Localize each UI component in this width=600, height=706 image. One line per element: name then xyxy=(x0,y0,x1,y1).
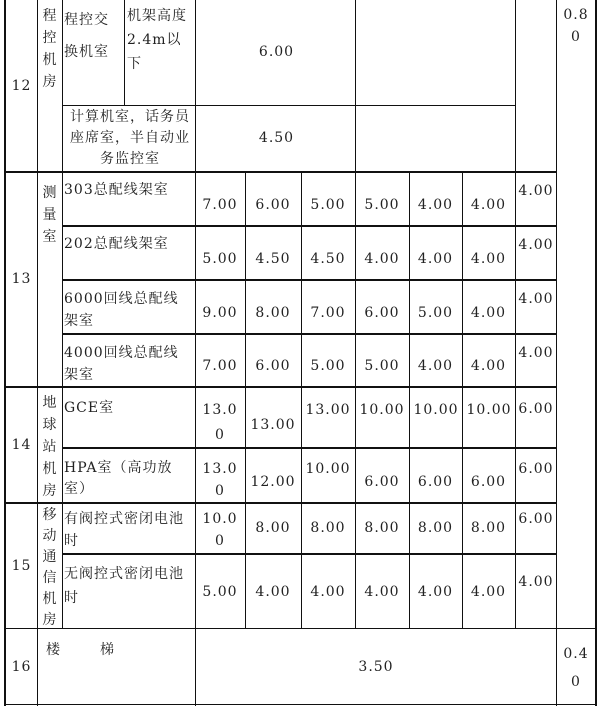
value-cell: 5.00 xyxy=(310,196,346,213)
grid-line xyxy=(515,0,516,629)
value-cell: 7.00 xyxy=(310,304,346,321)
category-cell: 移动通信机房 xyxy=(42,507,58,628)
grid-line xyxy=(4,628,596,629)
value-cell: 13.00 xyxy=(250,416,296,433)
value-cell: 10.00 xyxy=(466,402,512,418)
coefficient-cell: 4.00 xyxy=(518,345,554,361)
row-number: 12 xyxy=(11,77,32,94)
coefficient-cell: 4.00 xyxy=(518,183,554,199)
value-cell: 9.00 xyxy=(202,304,238,321)
value-cell: 3.50 xyxy=(358,659,394,675)
grid-line xyxy=(62,333,557,335)
value-cell: 4.00 xyxy=(417,358,454,374)
grid-line xyxy=(62,225,557,227)
value-cell: 12.00 xyxy=(250,474,296,490)
value-cell: 4.00 xyxy=(364,583,400,600)
value-cell: 8.00 xyxy=(310,519,346,536)
value-cell: 4.50 xyxy=(258,130,295,146)
value-cell: 4.00 xyxy=(417,583,454,600)
coefficient-cell: 6.00 xyxy=(518,401,554,417)
category-cell: 程控机房 xyxy=(42,8,58,90)
item-label: GCE室 xyxy=(64,400,115,416)
value-cell: 4.00 xyxy=(470,250,507,267)
value-cell: 4.00 xyxy=(417,196,454,213)
sub-label: 计算机室，话务员座席室，半自动业务监控室 xyxy=(70,109,190,167)
value-cell: 6.00 xyxy=(255,196,291,213)
value-cell: 8.00 xyxy=(255,519,291,536)
item-label: 303总配线架室 xyxy=(64,182,169,198)
coefficient-cell: 4.00 xyxy=(518,237,554,253)
value-cell: 4.00 xyxy=(310,583,346,600)
value-cell: 5.00 xyxy=(202,250,238,267)
grid-line xyxy=(4,386,557,388)
coefficient-cell: 4.00 xyxy=(518,574,554,590)
value-cell: 4.00 xyxy=(470,196,507,213)
value-cell: 13.00 xyxy=(202,461,238,499)
item-label: 4000回线总配线架室 xyxy=(64,345,179,383)
value-cell: 7.00 xyxy=(202,358,238,374)
value-cell: 4.00 xyxy=(470,583,507,600)
coefficient-cell: 6.00 xyxy=(518,461,554,477)
value-cell: 4.00 xyxy=(417,250,454,267)
coefficient-cell: 0.80 xyxy=(563,7,589,45)
category-cell: 地球站机房 xyxy=(42,395,58,499)
grid-line xyxy=(62,553,557,555)
grid-line xyxy=(4,171,557,173)
value-cell: 4.00 xyxy=(255,583,291,600)
value-cell: 6.00 xyxy=(417,474,454,490)
value-cell: 10.00 xyxy=(305,461,351,477)
value-cell: 5.00 xyxy=(417,304,454,321)
sub-label: 程控交换机室 xyxy=(64,12,109,60)
grid-line xyxy=(595,0,597,706)
value-cell: 4.00 xyxy=(470,304,507,321)
grid-line xyxy=(4,0,6,706)
coefficient-cell: 6.00 xyxy=(518,511,554,527)
grid-line xyxy=(409,172,410,629)
value-cell: 10.00 xyxy=(359,402,405,418)
grid-line xyxy=(4,502,557,504)
grid-line xyxy=(62,105,515,106)
grid-line xyxy=(301,172,302,629)
value-cell: 6.00 xyxy=(255,358,291,374)
value-cell: 5.00 xyxy=(364,196,400,213)
value-cell: 5.00 xyxy=(310,358,346,374)
grid-line xyxy=(4,704,596,705)
condition-label: 机架高度 2.4m以下 xyxy=(127,8,187,72)
value-cell: 8.00 xyxy=(364,519,400,536)
value-cell: 7.00 xyxy=(202,196,238,213)
grid-line xyxy=(462,172,463,629)
category-cell: 楼 梯 xyxy=(46,642,118,658)
row-number: 14 xyxy=(11,436,32,453)
item-label: HPA室（高功放室） xyxy=(64,460,173,497)
value-cell: 6.00 xyxy=(470,474,507,490)
coefficient-cell: 4.00 xyxy=(518,291,554,307)
item-label: 无阀控式密闭电池时 xyxy=(64,566,184,606)
item-label: 202总配线架室 xyxy=(64,236,169,252)
value-cell: 13.00 xyxy=(202,402,238,443)
value-cell: 8.00 xyxy=(417,519,454,536)
grid-line xyxy=(62,279,557,281)
value-cell: 4.50 xyxy=(310,250,346,267)
grid-line xyxy=(556,0,557,706)
row-number: 16 xyxy=(11,659,32,675)
value-cell: 4.50 xyxy=(255,250,291,267)
value-cell: 10.00 xyxy=(413,402,459,418)
grid-line xyxy=(124,0,125,105)
grid-line xyxy=(245,172,246,629)
value-cell: 6.00 xyxy=(364,474,400,490)
value-cell: 13.00 xyxy=(305,402,351,418)
grid-line xyxy=(62,0,63,629)
value-cell: 10.00 xyxy=(202,511,238,549)
value-cell: 4.00 xyxy=(470,358,507,374)
grid-line xyxy=(355,0,356,629)
row-number: 13 xyxy=(11,271,32,287)
value-cell: 4.00 xyxy=(364,250,400,267)
grid-line xyxy=(37,0,38,706)
value-cell: 5.00 xyxy=(364,358,400,374)
item-label: 有阀控式密闭电池时 xyxy=(64,511,184,549)
value-cell: 8.00 xyxy=(470,519,507,536)
coefficient-cell: 0.40 xyxy=(563,646,589,690)
item-label: 6000回线总配线架室 xyxy=(64,291,179,329)
category-cell: 测量室 xyxy=(42,185,58,245)
row-number: 15 xyxy=(11,557,32,574)
value-cell: 8.00 xyxy=(255,304,291,321)
value-cell: 6.00 xyxy=(258,44,295,60)
grid-line xyxy=(62,447,557,449)
value-cell: 5.00 xyxy=(202,583,238,600)
value-cell: 6.00 xyxy=(364,304,400,321)
